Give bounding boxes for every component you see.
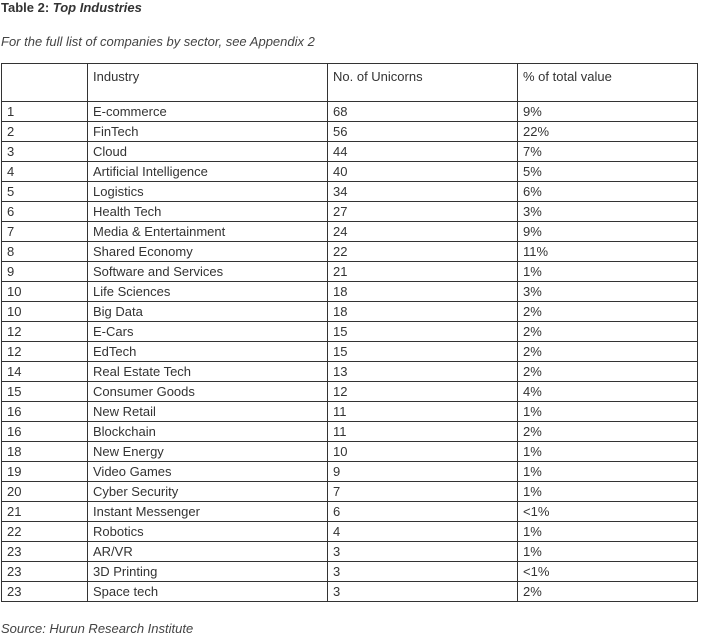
rank-cell: 1 (2, 102, 88, 122)
total-value-cell: 1% (518, 522, 698, 542)
header-total-value: % of total value (518, 64, 698, 102)
rank-cell: 3 (2, 142, 88, 162)
industry-cell: Space tech (88, 582, 328, 602)
industry-cell: Life Sciences (88, 282, 328, 302)
header-rank (2, 64, 88, 102)
total-value-cell: <1% (518, 502, 698, 522)
unicorns-cell: 15 (328, 342, 518, 362)
rank-cell: 21 (2, 502, 88, 522)
rank-cell: 16 (2, 422, 88, 442)
industry-cell: Health Tech (88, 202, 328, 222)
industry-cell: Software and Services (88, 262, 328, 282)
total-value-cell: 22% (518, 122, 698, 142)
table-row (2, 482, 698, 502)
industry-cell: AR/VR (88, 542, 328, 562)
table-body (2, 102, 698, 602)
rank-cell: 2 (2, 122, 88, 142)
industries-table (1, 63, 698, 602)
total-value-cell: 3% (518, 202, 698, 222)
total-value-cell: 2% (518, 362, 698, 382)
total-value-cell: 6% (518, 182, 698, 202)
rank-cell: 23 (2, 582, 88, 602)
table-row (2, 462, 698, 482)
table-row (2, 202, 698, 222)
table-row (2, 262, 698, 282)
rank-cell: 22 (2, 522, 88, 542)
unicorns-cell: 13 (328, 362, 518, 382)
unicorns-cell: 3 (328, 582, 518, 602)
total-value-cell: 1% (518, 262, 698, 282)
total-value-cell: 4% (518, 382, 698, 402)
total-value-cell: 3% (518, 282, 698, 302)
total-value-cell: 9% (518, 102, 698, 122)
unicorns-cell: 10 (328, 442, 518, 462)
total-value-cell: 5% (518, 162, 698, 182)
unicorns-cell: 21 (328, 262, 518, 282)
unicorns-cell: 22 (328, 242, 518, 262)
rank-cell: 15 (2, 382, 88, 402)
table-row (2, 542, 698, 562)
industry-cell: Artificial Intelligence (88, 162, 328, 182)
industry-cell: 3D Printing (88, 562, 328, 582)
total-value-cell: <1% (518, 562, 698, 582)
total-value-cell: 1% (518, 542, 698, 562)
industry-cell: E-commerce (88, 102, 328, 122)
total-value-cell: 2% (518, 342, 698, 362)
total-value-cell: 2% (518, 302, 698, 322)
unicorns-cell: 56 (328, 122, 518, 142)
table-name: Top Industries (52, 0, 142, 15)
table-row (2, 102, 698, 122)
table-row (2, 522, 698, 542)
rank-cell: 10 (2, 282, 88, 302)
table-row (2, 442, 698, 462)
table-row (2, 122, 698, 142)
source-note: Source: Hurun Research Institute (1, 621, 194, 636)
table-row (2, 562, 698, 582)
unicorns-cell: 15 (328, 322, 518, 342)
unicorns-cell: 4 (328, 522, 518, 542)
table-row (2, 502, 698, 522)
unicorns-cell: 11 (328, 402, 518, 422)
unicorns-cell: 11 (328, 422, 518, 442)
industry-cell: Logistics (88, 182, 328, 202)
table-row (2, 222, 698, 242)
industry-cell: Video Games (88, 462, 328, 482)
total-value-cell: 9% (518, 222, 698, 242)
total-value-cell: 1% (518, 402, 698, 422)
industry-cell: Consumer Goods (88, 382, 328, 402)
unicorns-cell: 3 (328, 542, 518, 562)
unicorns-cell: 40 (328, 162, 518, 182)
rank-cell: 5 (2, 182, 88, 202)
rank-cell: 18 (2, 442, 88, 462)
industry-cell: Robotics (88, 522, 328, 542)
unicorns-cell: 34 (328, 182, 518, 202)
rank-cell: 23 (2, 542, 88, 562)
industry-cell: Instant Messenger (88, 502, 328, 522)
industry-cell: E-Cars (88, 322, 328, 342)
unicorns-cell: 7 (328, 482, 518, 502)
industry-cell: EdTech (88, 342, 328, 362)
unicorns-cell: 68 (328, 102, 518, 122)
unicorns-cell: 44 (328, 142, 518, 162)
table-number-label: Table 2: (1, 0, 53, 15)
total-value-cell: 7% (518, 142, 698, 162)
industry-cell: Shared Economy (88, 242, 328, 262)
rank-cell: 12 (2, 322, 88, 342)
unicorns-cell: 18 (328, 302, 518, 322)
table-row (2, 362, 698, 382)
industry-cell: New Retail (88, 402, 328, 422)
table-row (2, 382, 698, 402)
total-value-cell: 2% (518, 322, 698, 342)
table-row (2, 182, 698, 202)
unicorns-cell: 3 (328, 562, 518, 582)
table-title (1, 0, 142, 16)
rank-cell: 23 (2, 562, 88, 582)
table-row (2, 162, 698, 182)
rank-cell: 19 (2, 462, 88, 482)
table-row (2, 242, 698, 262)
table-row (2, 402, 698, 422)
rank-cell: 8 (2, 242, 88, 262)
unicorns-cell: 12 (328, 382, 518, 402)
table-row (2, 322, 698, 342)
rank-cell: 14 (2, 362, 88, 382)
rank-cell: 4 (2, 162, 88, 182)
industry-cell: Real Estate Tech (88, 362, 328, 382)
unicorns-cell: 18 (328, 282, 518, 302)
industry-cell: FinTech (88, 122, 328, 142)
rank-cell: 6 (2, 202, 88, 222)
unicorns-cell: 6 (328, 502, 518, 522)
rank-cell: 12 (2, 342, 88, 362)
total-value-cell: 2% (518, 582, 698, 602)
table-row (2, 282, 698, 302)
unicorns-cell: 27 (328, 202, 518, 222)
industry-cell: Big Data (88, 302, 328, 322)
rank-cell: 7 (2, 222, 88, 242)
table-row (2, 342, 698, 362)
table-row (2, 582, 698, 602)
industry-cell: Cloud (88, 142, 328, 162)
total-value-cell: 1% (518, 482, 698, 502)
unicorns-cell: 24 (328, 222, 518, 242)
industry-cell: Cyber Security (88, 482, 328, 502)
table-row (2, 302, 698, 322)
total-value-cell: 2% (518, 422, 698, 442)
header-industry: Industry (88, 64, 328, 102)
table-header-row (2, 64, 698, 102)
rank-cell: 16 (2, 402, 88, 422)
industry-cell: New Energy (88, 442, 328, 462)
industry-cell: Blockchain (88, 422, 328, 442)
total-value-cell: 11% (518, 242, 698, 262)
total-value-cell: 1% (518, 442, 698, 462)
header-unicorns: No. of Unicorns (328, 64, 518, 102)
rank-cell: 10 (2, 302, 88, 322)
rank-cell: 20 (2, 482, 88, 502)
unicorns-cell: 9 (328, 462, 518, 482)
table-row (2, 422, 698, 442)
industry-cell: Media & Entertainment (88, 222, 328, 242)
total-value-cell: 1% (518, 462, 698, 482)
table-row (2, 142, 698, 162)
table-subtitle: For the full list of companies by sector, see Appendix 2 (1, 34, 315, 49)
rank-cell: 9 (2, 262, 88, 282)
